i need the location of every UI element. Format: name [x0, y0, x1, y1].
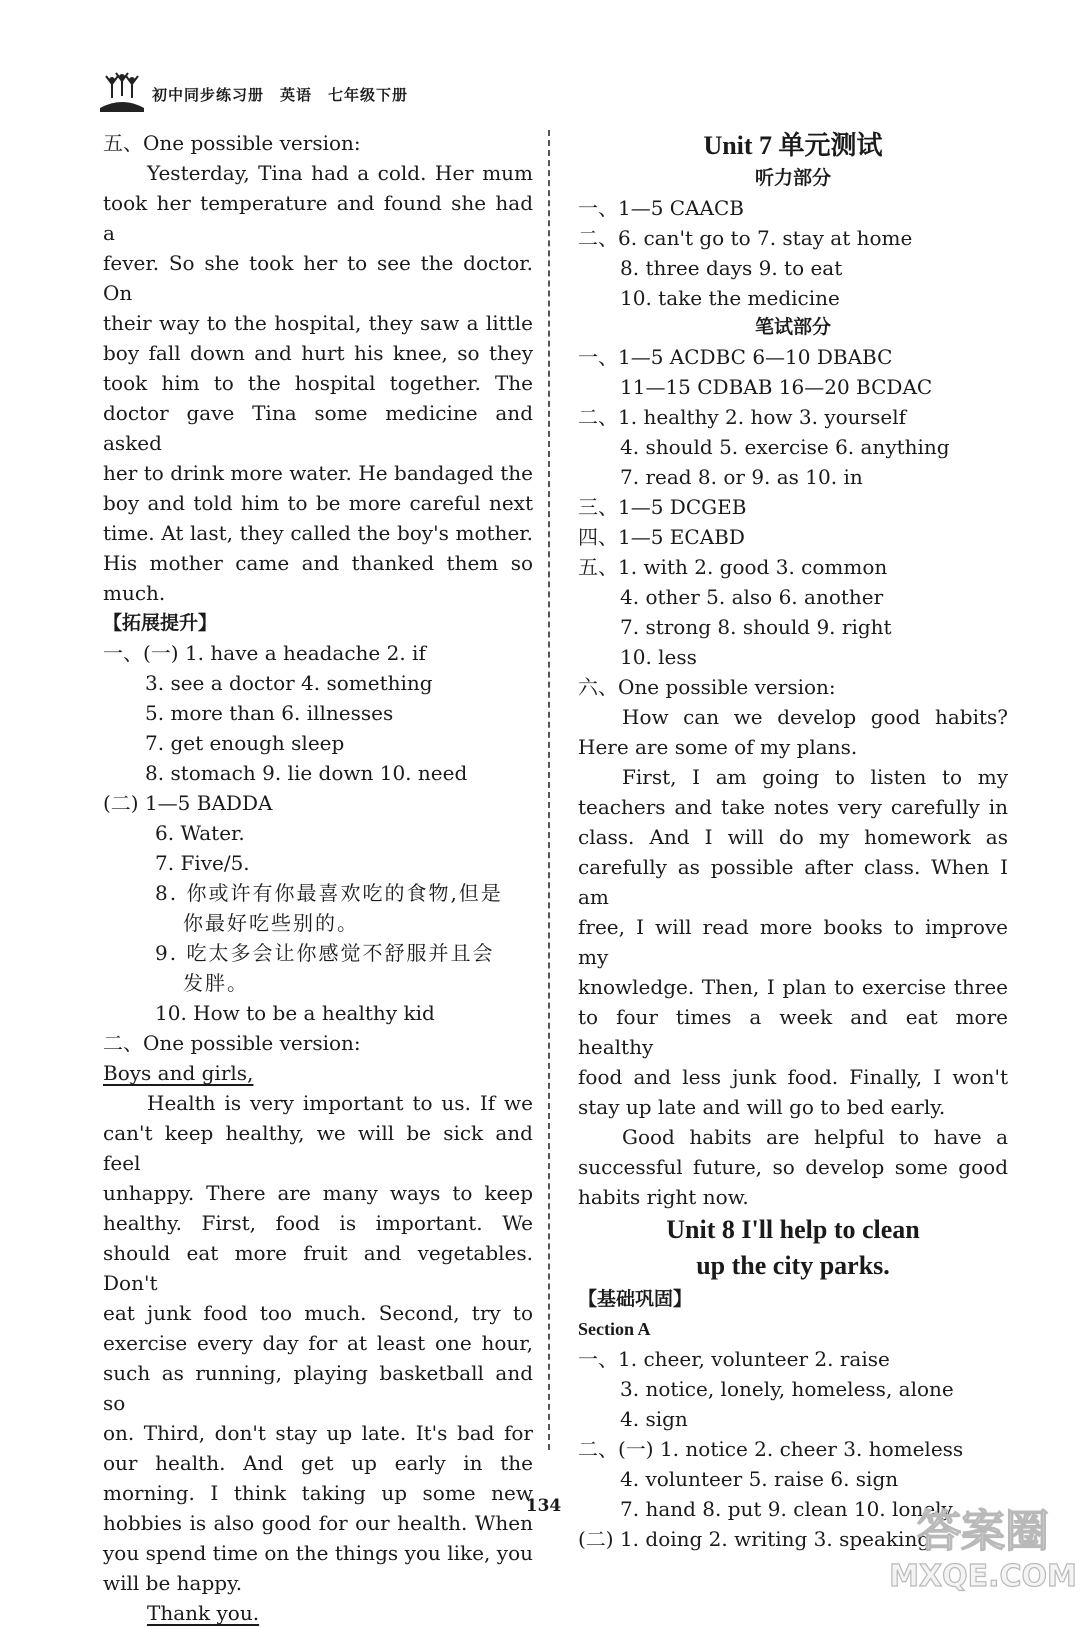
page-header [98, 72, 518, 112]
header-grade: 七年级下册 [328, 86, 409, 104]
answer-line: exercise every day for at least one hour, [103, 1331, 533, 1355]
unit8-title: Unit 8 I'll help to clean [666, 1215, 920, 1244]
answer-line: class. And I will do my homework as [578, 825, 1008, 849]
answer-line: 三、1—5 DCGEB [578, 495, 747, 519]
right-column [578, 128, 1008, 1554]
answer-line: 11—15 CDBAB 16—20 BCDAC [620, 375, 933, 399]
answer-line: 二、One possible version: [103, 1031, 361, 1055]
answer-line: 7. hand 8. put 9. clean 10. lonely [620, 1497, 953, 1521]
answer-line: 7. get enough sleep [145, 731, 345, 755]
answer-line: boy fall down and hurt his knee, so they [103, 341, 533, 365]
answer-line: you spend time on the things you like, you [103, 1541, 533, 1565]
answer-line: 四、1—5 ECABD [578, 525, 745, 549]
answer-line: our health. And get up early in the [103, 1451, 533, 1475]
answer-line: will be happy. [103, 1571, 243, 1595]
answer-line: unhappy. There are many ways to keep [103, 1181, 533, 1205]
answer-line: 8. stomach 9. lie down 10. need [145, 761, 468, 785]
answer-line: 五、One possible version: [103, 131, 361, 155]
answer-line: Here are some of my plans. [578, 735, 858, 759]
answer-line: stay up late and will go to bed early. [578, 1095, 946, 1119]
letter-closing: Thank you. [147, 1601, 260, 1625]
answer-line: (二) 1—5 BADDA [103, 791, 273, 815]
header-book: 初中同步练习册 [152, 86, 265, 104]
answer-line: teachers and take notes very carefully in [578, 795, 1008, 819]
answer-line: healthy. First, food is important. We [103, 1211, 533, 1235]
page-number: 134 [525, 1496, 562, 1516]
answer-line: His mother came and thanked them so [103, 551, 533, 575]
watermark-top-text: 答案圈 [917, 1506, 1049, 1557]
answer-line: 4. should 5. exercise 6. anything [620, 435, 950, 459]
answer-line: can't keep healthy, we will be sick and feel [103, 1121, 533, 1175]
listening-heading: 听力部分 [754, 167, 831, 189]
answer-line: fever. So she took her to see the doctor. On [103, 251, 533, 305]
header-subject: 英语 [280, 86, 313, 104]
answer-line: 6. Water. [155, 821, 245, 845]
answer-line: 4. sign [620, 1407, 688, 1431]
section-heading: 【拓展提升】 [103, 612, 218, 634]
answer-line: 二、(一) 1. notice 2. cheer 3. homeless [578, 1437, 964, 1461]
section-a-label: Section A [578, 1319, 651, 1339]
answer-line: 二、1. healthy 2. how 3. yourself [578, 405, 907, 429]
answer-line: 7. strong 8. should 9. right [620, 615, 892, 639]
answer-line: doctor gave Tina some medicine and asked [103, 401, 533, 455]
left-column [103, 128, 533, 1628]
answer-line: 7. Five/5. [155, 851, 250, 875]
answer-line: 一、1. cheer, volunteer 2. raise [578, 1347, 890, 1371]
answer-line: habits right now. [578, 1185, 749, 1209]
answer-line: 一、1—5 ACDBC 6—10 DBABC [578, 345, 893, 369]
answer-line: boy and told him to be more careful next [103, 491, 533, 515]
answer-line: Health is very important to us. If we [147, 1091, 533, 1115]
answer-line: 10. less [620, 645, 697, 669]
answer-line: 5. more than 6. illnesses [145, 701, 394, 725]
answer-line: 你最好吃些别的。 [183, 911, 359, 935]
answer-line: How can we develop good habits? [622, 705, 1008, 729]
answer-line: First, I am going to listen to my [622, 765, 1008, 789]
answer-line: 8. three days 9. to eat [620, 256, 843, 280]
answer-line: 一、(一) 1. have a headache 2. if [103, 641, 426, 665]
answer-line: 4. other 5. also 6. another [620, 585, 884, 609]
answer-line: to four times a week and eat more healthy [578, 1005, 1008, 1059]
watermark-logo-icon [888, 1502, 1078, 1594]
answer-line: such as running, playing basketball and so [103, 1361, 533, 1415]
answer-line: hobbies is also good for our health. When [103, 1511, 533, 1535]
answer-line: should eat more fruit and vegetables. Don't [103, 1241, 533, 1295]
answer-line: 10. take the medicine [620, 286, 840, 310]
answer-line: 8. 你或许有你最喜欢吃的食物,但是 [155, 881, 503, 905]
answer-line: (二) 1. doing 2. writing 3. speaking [578, 1527, 931, 1551]
letter-greeting: Boys and girls, [103, 1061, 254, 1085]
answer-line: eat junk food too much. Second, try to [103, 1301, 533, 1325]
answer-line: food and less junk food. Finally, I won't [578, 1065, 1008, 1089]
answer-line: her to drink more water. He bandaged the [103, 461, 533, 485]
answer-line: their way to the hospital, they saw a little [103, 311, 533, 335]
unit8-title-line2: up the city parks. [696, 1251, 890, 1280]
answer-line: carefully as possible after class. When I am [578, 855, 1008, 909]
answer-line: 发胖。 [183, 971, 249, 995]
answer-line: 一、1—5 CAACB [578, 196, 744, 220]
answer-line: took him to the hospital together. The [103, 371, 533, 395]
answer-line: 六、One possible version: [578, 675, 836, 699]
answer-line: 9. 吃太多会让你感觉不舒服并且会 [155, 941, 495, 965]
answer-line: Good habits are helpful to have a [622, 1125, 1008, 1149]
header-title [152, 84, 424, 105]
section-heading: 【基础巩固】 [578, 1288, 693, 1310]
answer-line: 7. read 8. or 9. as 10. in [620, 465, 863, 489]
answer-line: free, I will read more books to improve my [578, 915, 1008, 969]
answer-line: 二、6. can't go to 7. stay at home [578, 226, 913, 250]
answer-line: 4. volunteer 5. raise 6. sign [620, 1467, 899, 1491]
answer-line: Yesterday, Tina had a cold. Her mum [147, 161, 533, 185]
answer-line: on. Third, don't stay up late. It's bad for [103, 1421, 533, 1445]
answer-line: 五、1. with 2. good 3. common [578, 555, 888, 579]
book-logo-icon [98, 72, 146, 112]
answer-line: much. [103, 581, 166, 605]
written-heading: 笔试部分 [754, 316, 831, 338]
answer-line: 3. see a doctor 4. something [145, 671, 433, 695]
answer-line: knowledge. Then, I plan to exercise three [578, 975, 1008, 999]
column-divider [548, 130, 550, 1450]
answer-line: successful future, so develop some good [578, 1155, 1008, 1179]
answer-line: time. At last, they called the boy's mother. [103, 521, 533, 545]
answer-line: took her temperature and found she had a [103, 191, 533, 245]
answer-line: morning. I think taking up some new [103, 1481, 533, 1505]
watermark-bottom-text: MXQE.COM [889, 1559, 1077, 1594]
answer-line: 10. How to be a healthy kid [155, 1001, 435, 1025]
answer-line: 3. notice, lonely, homeless, alone [620, 1377, 954, 1401]
unit7-title: Unit 7 单元测试 [703, 131, 883, 160]
